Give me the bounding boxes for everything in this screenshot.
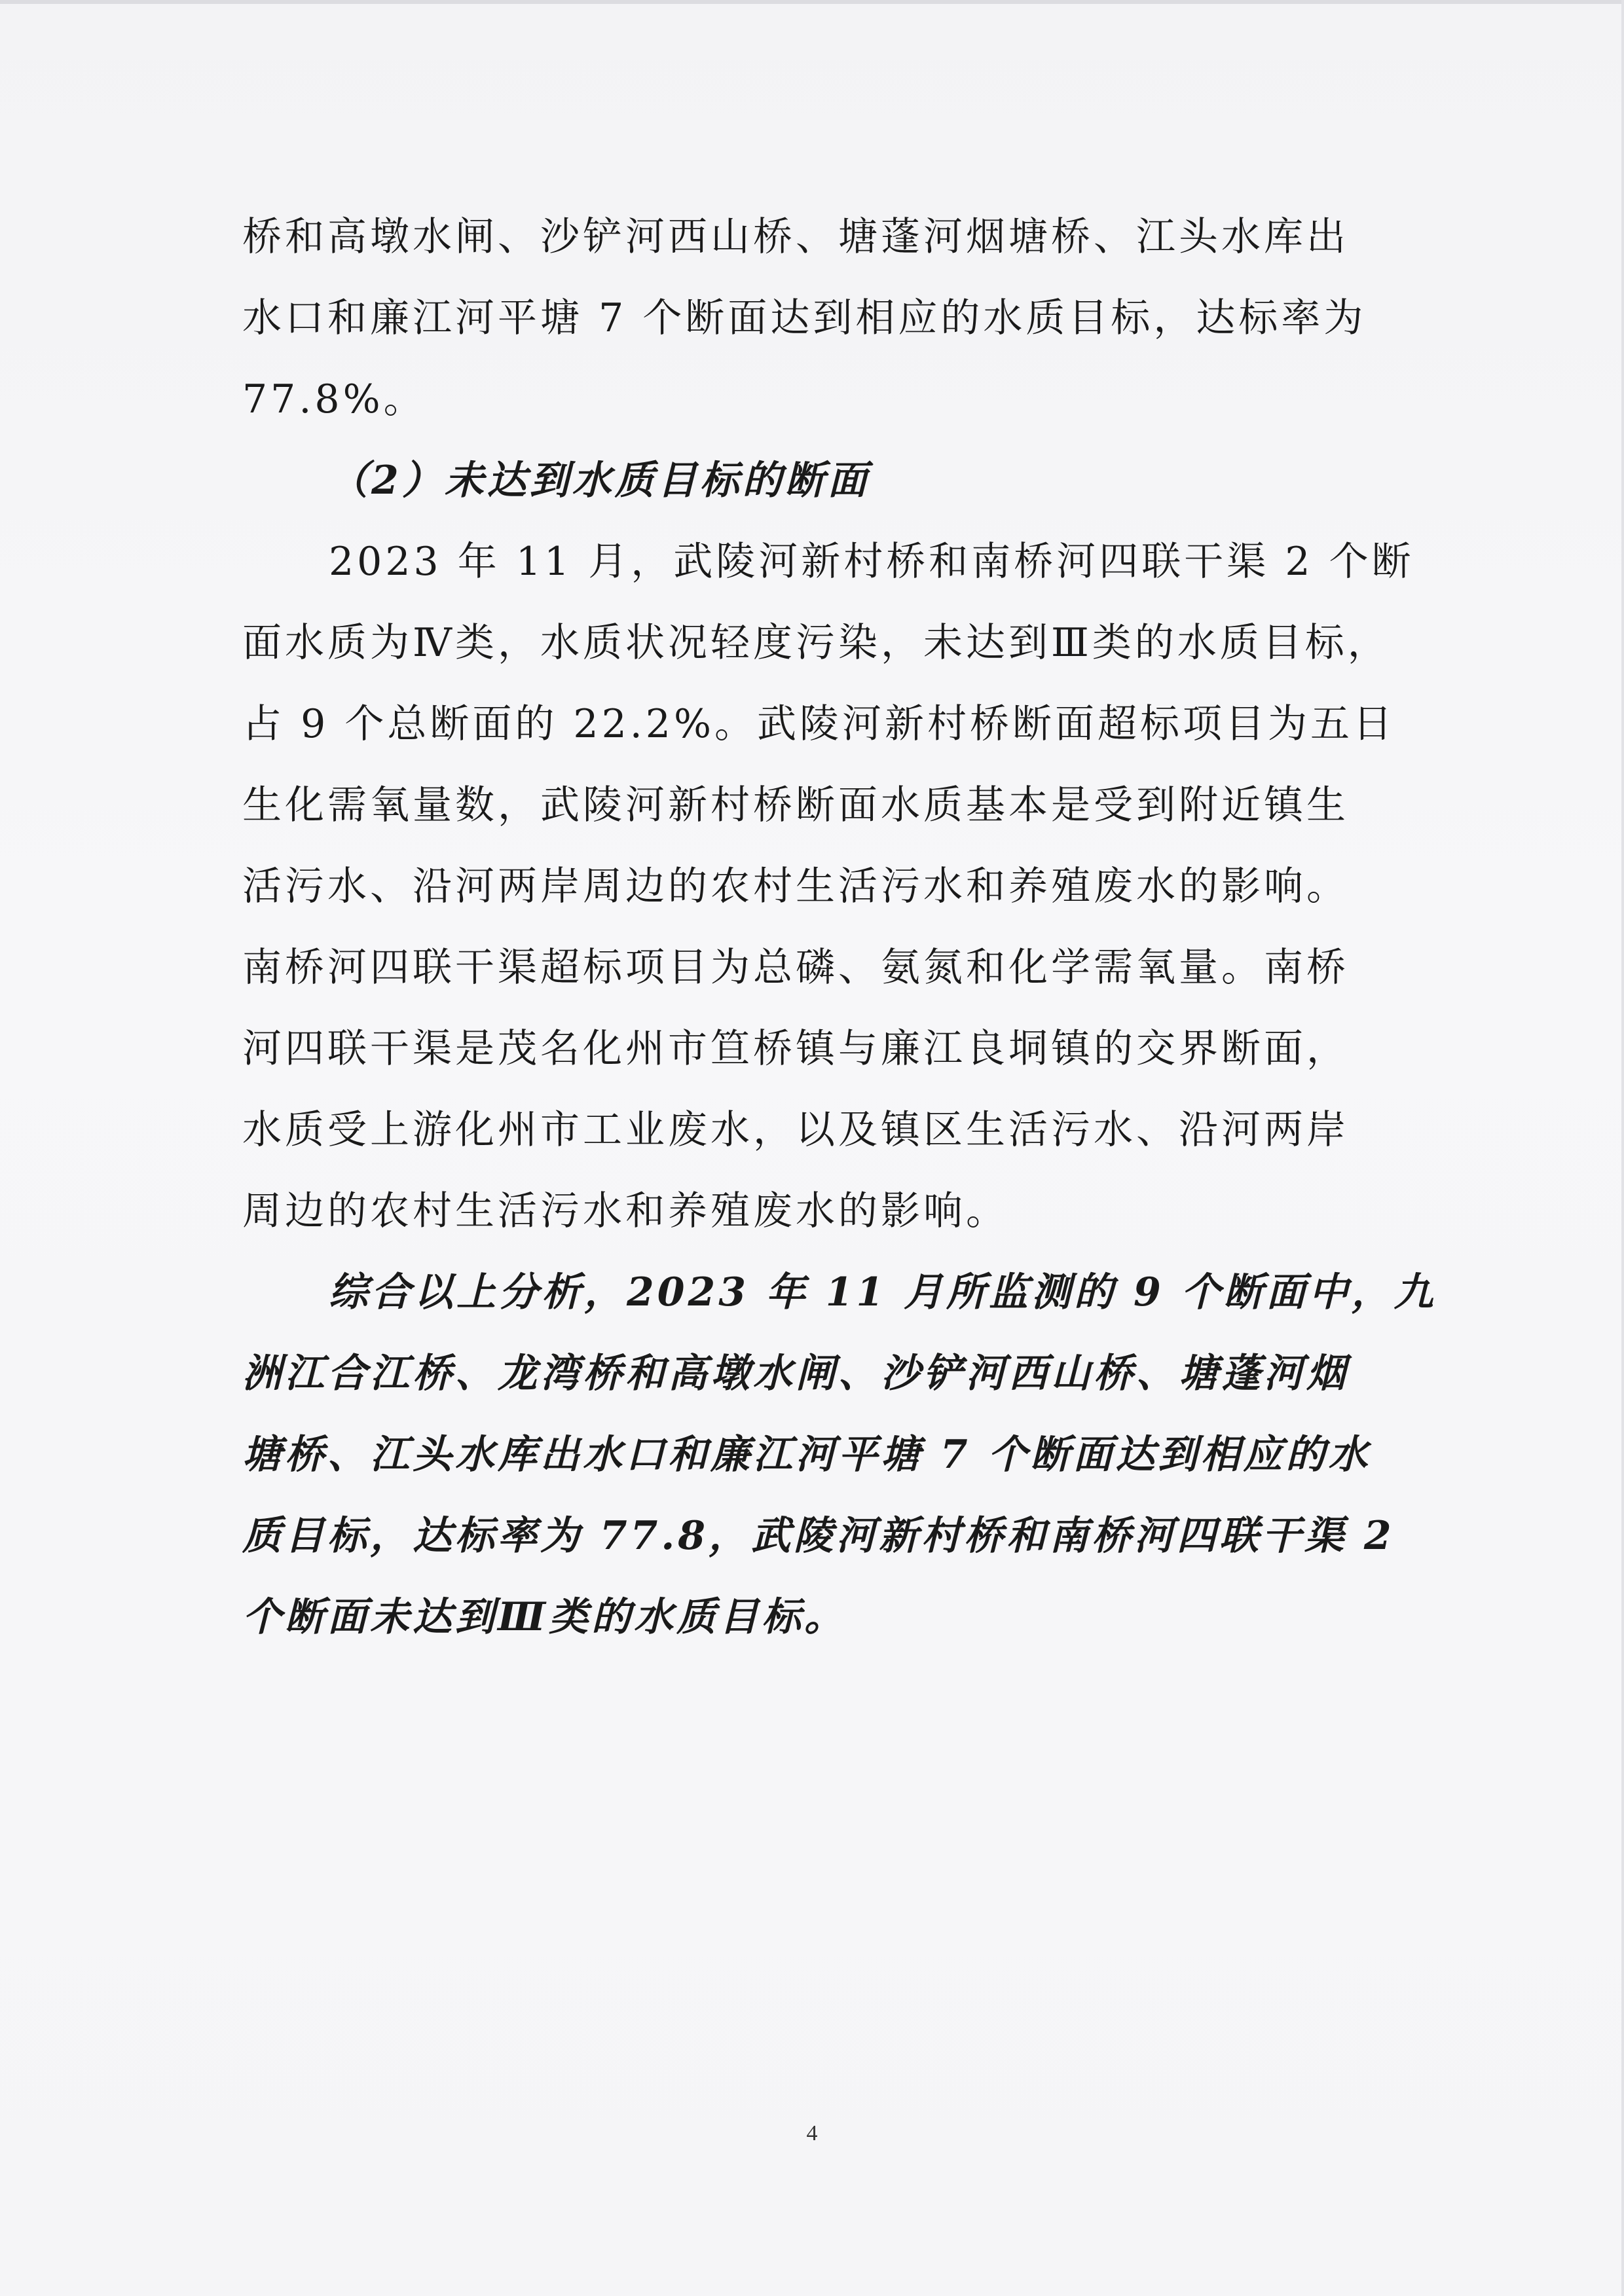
text-line: 洲江合江桥、龙湾桥和高墩水闸、沙铲河西山桥、塘蓬河烟 [242, 1351, 1349, 1396]
paragraph-summary [242, 1252, 1437, 1658]
paragraph-compliance-continued [242, 196, 1378, 440]
text-line: 面水质为Ⅳ类，水质状况轻度污染，未达到Ⅲ类的水质目标， [242, 620, 1390, 666]
text-line: 活污水、沿河两岸周边的农村生活污水和养殖废水的影响。 [242, 864, 1349, 909]
text-line: 个断面未达到Ⅲ类的水质目标。 [242, 1594, 847, 1640]
text-line: 水质受上游化州市工业废水，以及镇区生活污水、沿河两岸 [242, 1107, 1349, 1153]
page-number: 4 [806, 2121, 818, 2145]
text-line: 水口和廉江河平塘 7 个断面达到相应的水质目标，达标率为 [242, 295, 1367, 341]
text-line: 77.8%。 [242, 376, 426, 422]
text-line: 2023 年 11 月，武陵河新村桥和南桥河四联干渠 2 个断 [329, 539, 1414, 585]
text-line: 周边的农村生活污水和养殖废水的影响。 [242, 1188, 1008, 1234]
text-line: 南桥河四联干渠超标项目为总磷、氨氮和化学需氧量。南桥 [242, 945, 1349, 991]
text-line: 质目标，达标率为 77.8，武陵河新村桥和南桥河四联干渠 2 [242, 1513, 1395, 1559]
text-line: 河四联干渠是茂名化州市笪桥镇与廉江良垌镇的交界断面， [242, 1026, 1349, 1072]
page-body [242, 196, 1437, 1658]
text-line: 占 9 个总断面的 22.2%。武陵河新村桥断面超标项目为五日 [242, 701, 1395, 747]
scan-edge-top [0, 0, 1624, 4]
text-line: 生化需氧量数，武陵河新村桥断面水质基本是受到附近镇生 [242, 782, 1349, 828]
text-line: 桥和高墩水闸、沙铲河西山桥、塘蓬河烟塘桥、江头水库出 [242, 214, 1349, 260]
section-heading: （2）未达到水质目标的断面 [329, 458, 870, 503]
text-line: 综合以上分析，2023 年 11 月所监测的 9 个断面中，九 [329, 1269, 1437, 1315]
scan-edge-right [1621, 0, 1624, 2296]
paragraph-noncompliant-sections [242, 521, 1414, 1252]
text-line: 塘桥、江头水库出水口和廉江河平塘 7 个断面达到相应的水 [242, 1432, 1371, 1478]
